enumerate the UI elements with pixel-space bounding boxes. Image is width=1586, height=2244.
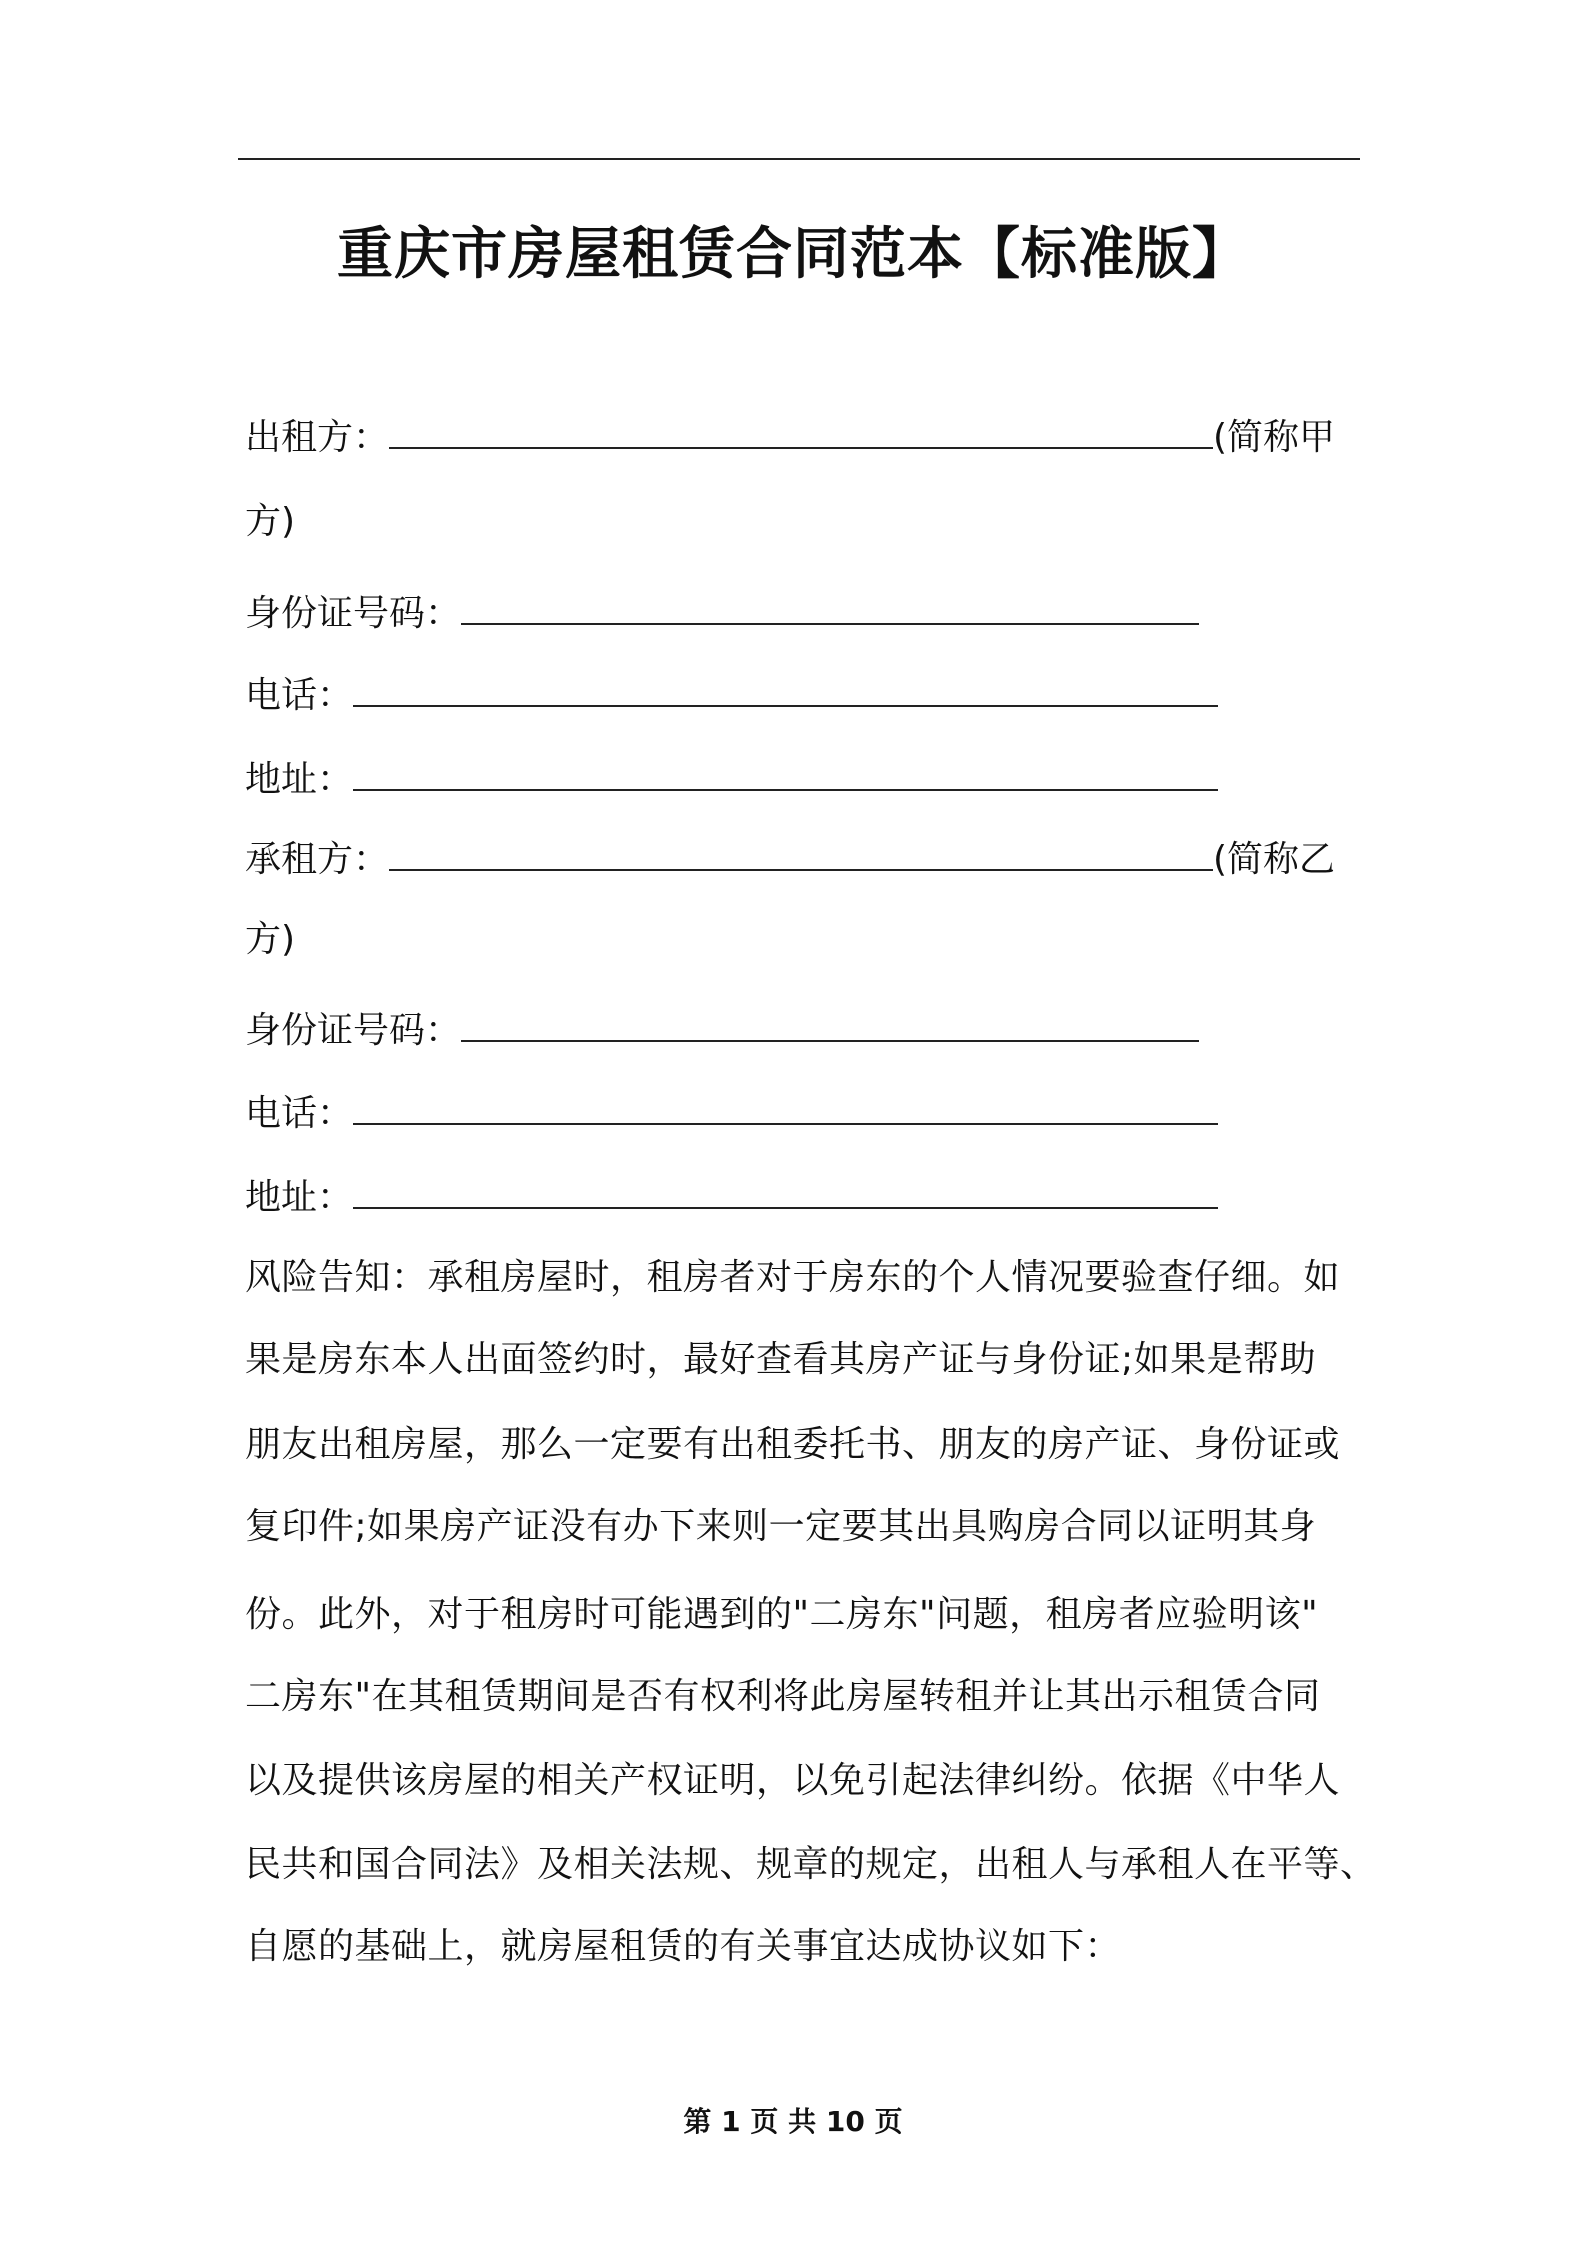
- party-a-suffix: (简称甲: [1213, 417, 1336, 458]
- party-a-name-field[interactable]: [389, 415, 1213, 449]
- notice-line: 以及提供该房屋的相关产权证明，以免引起法律纠纷。依据《中华人: [245, 1760, 1341, 1801]
- party-a-address-label: 地址：: [245, 759, 354, 800]
- party-a-address-field[interactable]: [353, 757, 1218, 791]
- notice-line: 风险告知：承租房屋时，租房者对于房东的个人情况要验查仔细。如: [245, 1257, 1341, 1298]
- header-rule: [238, 158, 1360, 160]
- party-b-suffix: (简称乙: [1213, 839, 1336, 880]
- party-b-phone-line: [245, 1091, 1218, 1136]
- party-b-label: 承租方：: [245, 839, 390, 880]
- party-b-line: [245, 837, 1335, 882]
- notice-line: 果是房东本人出面签约时，最好查看其房产证与身份证;如果是帮助: [245, 1339, 1317, 1380]
- party-a-label: 出租方：: [245, 417, 390, 458]
- page-number: 第 1 页 共 10 页: [683, 2105, 903, 2138]
- party-b-name-field[interactable]: [389, 837, 1213, 871]
- party-b-id-label: 身份证号码：: [245, 1010, 462, 1051]
- notice-line: 自愿的基础上，就房屋租赁的有关事宜达成协议如下：: [245, 1926, 1122, 1967]
- notice-line: 二房东"在其租赁期间是否有权利将此房屋转租并让其出示租赁合同: [245, 1676, 1321, 1717]
- party-a-line: [245, 415, 1335, 460]
- notice-line: 民共和国合同法》及相关法规、规章的规定，出租人与承租人在平等、: [245, 1844, 1377, 1885]
- party-b-address-line: [245, 1175, 1218, 1220]
- party-a-suffix-cont: 方): [245, 501, 296, 542]
- notice-line: 复印件;如果房产证没有办下来则一定要其出具购房合同以证明其身: [245, 1506, 1317, 1547]
- party-a-id-field[interactable]: [461, 591, 1199, 625]
- party-a-phone-line: [245, 673, 1218, 718]
- party-a-id-label: 身份证号码：: [245, 593, 462, 634]
- party-a-phone-label: 电话：: [245, 675, 354, 716]
- party-b-address-label: 地址：: [245, 1177, 354, 1218]
- notice-line: 朋友出租房屋，那么一定要有出租委托书、朋友的房产证、身份证或: [245, 1424, 1341, 1465]
- party-b-phone-label: 电话：: [245, 1093, 354, 1134]
- party-a-address-line: [245, 757, 1218, 802]
- party-a-phone-field[interactable]: [353, 673, 1218, 707]
- party-b-id-field[interactable]: [461, 1008, 1199, 1042]
- party-b-suffix-cont: 方): [245, 919, 296, 960]
- party-a-id-line: [245, 591, 1199, 636]
- document-title: 重庆市房屋租赁合同范本【标准版】: [337, 222, 1249, 287]
- party-b-id-line: [245, 1008, 1199, 1053]
- notice-line: 份。此外，对于租房时可能遇到的"二房东"问题，租房者应验明该": [245, 1594, 1319, 1635]
- party-b-phone-field[interactable]: [353, 1091, 1218, 1125]
- party-b-address-field[interactable]: [353, 1175, 1218, 1209]
